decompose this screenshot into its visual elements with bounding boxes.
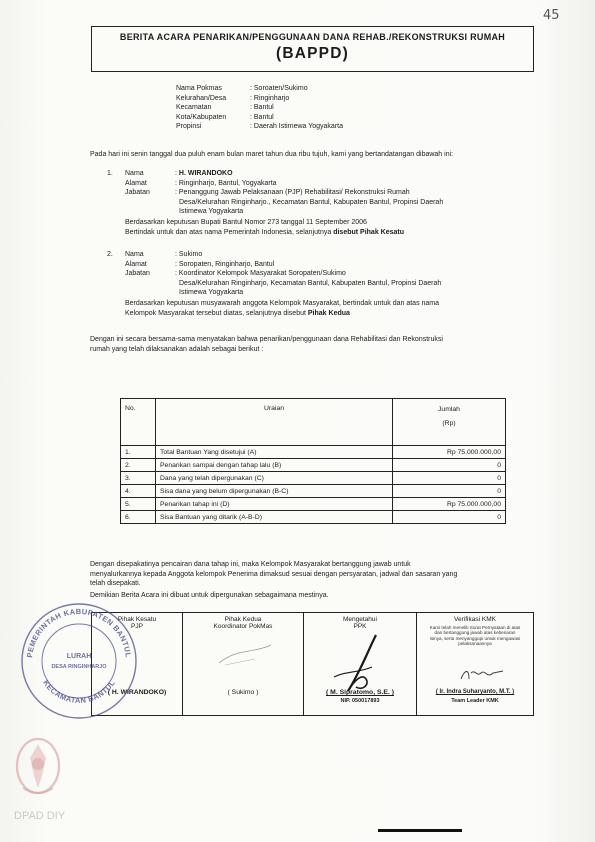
signature-name: ( M. Sipratomo, S.E. ) <box>326 689 394 696</box>
signature-cell-mengetahui <box>304 613 417 716</box>
document-header <box>91 26 534 72</box>
info-label: Kecamatan <box>176 104 212 111</box>
party-name: : Sukimo <box>175 251 203 258</box>
party-address: : Soropaten, Ringinharjo, Bantul <box>175 260 275 268</box>
party-name-label: Nama <box>125 170 144 177</box>
party-role-line: : Penanggung Jawab Pelaksanaan (PJP) Rehabilitasi/ Rekonstruksi Rumah <box>175 189 410 196</box>
statement-line: Dengan ini secara bersama-sama menyatakan bahwa penarikan/penggunaan dana Rehabilitasi dan Rekonstruksi <box>90 336 443 343</box>
info-label: Kelurahan/Desa <box>176 94 227 102</box>
party-role-label: Jabatan <box>125 270 150 277</box>
signature-kmk-icon <box>457 665 507 685</box>
svg-text:DESA RINGINHARJO: DESA RINGINHARJO <box>51 664 107 670</box>
crest-logo-icon <box>15 736 61 800</box>
table-row <box>121 485 506 498</box>
footer-bar <box>378 829 462 832</box>
info-label: Nama Pokmas <box>176 85 222 92</box>
table-row <box>121 498 506 511</box>
row-description: Total Bantuan Yang disetujui (A) <box>156 446 393 459</box>
row-number: 3. <box>121 472 156 485</box>
party-name-label: Nama <box>125 251 144 258</box>
official-stamp-icon <box>18 600 140 722</box>
column-header-uraian: Uraian <box>156 399 393 446</box>
party-name: : H. WIRANDOKO <box>175 170 233 177</box>
party-role-label: Jabatan <box>125 189 150 196</box>
signature-ppk-icon <box>326 633 396 695</box>
row-amount: 0 <box>393 511 506 524</box>
svg-text:LURAH: LURAH <box>66 653 92 660</box>
disbursement-table <box>120 398 506 524</box>
closing-line: telah disepakati. <box>90 580 141 587</box>
table-row <box>121 472 506 485</box>
table-row <box>121 511 506 524</box>
info-value: : Daerah Istimewa Yogyakarta <box>250 123 343 130</box>
verification-note: Kami telah meneliti Surat Pernyataan di atas dan bertanggung jawab atas kebenaran isinya, serta menyanggupi untuk mengawasi pelaksanaannya <box>429 625 521 647</box>
archive-watermark: DPAD DIY <box>14 810 66 822</box>
signature-title: Verifikasi KMK <box>454 616 496 623</box>
info-row <box>176 94 290 104</box>
info-label: Kota/Kabupaten <box>176 113 227 121</box>
closing-line: Dengan disepakatinya pencairan dana tahap ini, maka Kelompok Masyarakat bertanggung jawab untuk <box>90 561 411 568</box>
row-amount: 0 <box>393 459 506 472</box>
info-row <box>176 113 274 123</box>
party-address: : Ringinharjo, Bantul, Yogyakarta <box>175 179 277 187</box>
row-description: Sisa Bantuan yang ditarik (A-B-D) <box>156 511 393 524</box>
table-row <box>121 446 506 459</box>
row-description: Dana yang telah dipergunakan (C) <box>156 472 393 485</box>
party-role-line: Istimewa Yogyakarta <box>179 208 244 215</box>
svg-text:PEMERINTAH KABUPATEN BANTUL: PEMERINTAH KABUPATEN BANTUL <box>25 606 133 659</box>
svg-text:KECAMATAN BANTUL: KECAMATAN BANTUL <box>41 678 117 705</box>
signature-table <box>91 612 534 716</box>
row-number: 4. <box>121 485 156 498</box>
intro-paragraph: Pada hari ini senin tanggal dua puluh enam bulan maret tahun dua ribu tujuh, kami yang bertandatangan dibawah ini: <box>90 151 454 158</box>
signature-cell-verifikasi <box>417 613 534 716</box>
row-description: Penarikan tahap ini (D) <box>156 498 393 511</box>
info-label: Propinsi <box>176 123 202 130</box>
signature-name: ( Ir. Indra Suharyanto, M.T. ) <box>435 689 515 695</box>
row-description: Penarikan sampai dengan tahap lalu (B) <box>156 459 393 472</box>
party-role-line: Istimewa Yogyakarta <box>179 289 244 296</box>
party-address-label: Alamat <box>125 179 147 187</box>
signature-title: Pihak Kesatu <box>117 616 157 623</box>
column-header-no: No. <box>121 399 156 446</box>
document-title: BERITA ACARA PENARIKAN/PENGGUNAAN DANA REHAB./REKONSTRUKSI RUMAH <box>119 32 506 42</box>
closing-line: Demikian Berita Acara ini dibuat untuk dipergunakan sebagaimana mestinya. <box>90 592 329 599</box>
document-abbreviation: (BAPPD) <box>276 45 349 62</box>
row-number: 1. <box>121 446 156 459</box>
signature-subtitle: PJP <box>131 623 143 630</box>
row-amount: Rp 75.000.000,00 <box>393 446 506 459</box>
party-basis: Berdasarkan keputusan Bupati Bantul Nomor 273 tanggal 11 September 2006 <box>125 219 367 226</box>
info-row <box>176 122 343 132</box>
signature-title: Pihak Kedua <box>224 616 262 623</box>
info-value: : Bantul <box>250 104 274 111</box>
statement-line: rumah yang telah dilaksanakan adalah sebagai berikut : <box>90 345 264 353</box>
signature-name: ( H. WIRANDOKO) <box>107 689 167 696</box>
table-row <box>121 459 506 472</box>
signature-scribble-icon <box>215 641 275 671</box>
info-value: : Ringinharjo <box>250 94 290 102</box>
info-row <box>176 103 274 113</box>
table-header-row <box>121 399 506 446</box>
signature-cell-pihak-kedua <box>183 613 304 716</box>
signature-role: Team Leader KMK <box>451 698 499 704</box>
row-amount: 0 <box>393 472 506 485</box>
party-role-line: Desa/Kelurahan Ringinharjo., Kecamatan Bantul, Kabupaten Bantul, Propinsi Daerah <box>179 198 444 206</box>
party-number: 2. <box>107 251 113 258</box>
row-amount: 0 <box>393 485 506 498</box>
signature-nip: NIP. 050017893 <box>340 698 380 704</box>
signature-subtitle: Koordinator PokMas <box>213 623 273 630</box>
row-number: 2. <box>121 459 156 472</box>
row-number: 5. <box>121 498 156 511</box>
party-acting: Kelompok Masyarakat tersebut diatas, selanjutnya disebut Pihak Kedua <box>125 309 350 317</box>
info-row <box>176 84 308 94</box>
party-role-line: : Koordinator Kelompok Masyarakat Soropaten/Sukimo <box>175 270 346 277</box>
signature-name: ( Sukimo ) <box>227 689 259 696</box>
info-value: : Soroaten/Sukimo <box>250 85 308 92</box>
signature-title: Mengetahui <box>343 616 377 623</box>
info-value: : Bantul <box>250 113 274 121</box>
row-amount: Rp 75.000.000,00 <box>393 498 506 511</box>
signature-subtitle: PPK <box>353 623 367 630</box>
row-number: 6. <box>121 511 156 524</box>
party-number: 1. <box>107 170 113 177</box>
party-role-line: Desa/Kelurahan Ringinharjo, Kecamatan Bantul, Kabupaten Bantul, Propinsi Daerah <box>179 279 442 287</box>
column-header-jumlah: Jumlah (Rp) <box>393 399 506 446</box>
party-basis: Berdasarkan keputusan musyawarah anggota Kelompok Masyarakat, bertindak untuk dan atas nama <box>125 300 440 307</box>
party-acting: Bertindak untuk dan atas nama Pemerintah Indonesia, selanjutnya disebut Pihak Kesatu <box>125 228 404 236</box>
page-number: 45 <box>543 8 560 23</box>
row-description: Sisa dana yang belum dipergunakan (B-C) <box>156 485 393 498</box>
party-address-label: Alamat <box>125 260 147 268</box>
closing-line: menyalurkannya kepada Anggota kelompok Penerima dimaksud sesuai dengan persyaratan, jadwal dan sasaran yang <box>90 570 458 578</box>
